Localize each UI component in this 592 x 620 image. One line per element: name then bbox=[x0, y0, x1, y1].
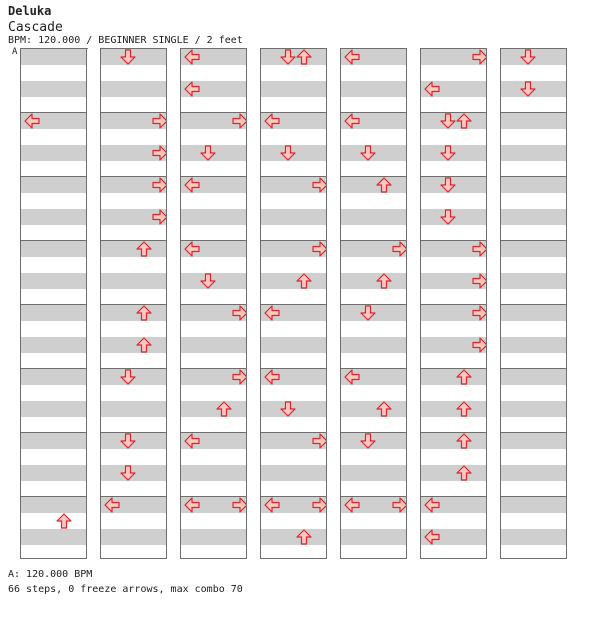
left-arrow-icon bbox=[264, 113, 280, 129]
chart-info: BPM: 120.000 / BEGINNER SINGLE / 2 feet bbox=[8, 35, 243, 46]
up-arrow-icon bbox=[216, 401, 232, 417]
up-arrow-icon bbox=[296, 529, 312, 545]
beat-stripe bbox=[341, 529, 406, 545]
beat-stripe bbox=[341, 401, 406, 417]
left-arrow-icon bbox=[184, 81, 200, 97]
chart-column bbox=[260, 48, 327, 559]
down-arrow-icon bbox=[360, 433, 376, 449]
left-arrow-icon bbox=[344, 497, 360, 513]
beat-stripe bbox=[21, 145, 86, 161]
beat-stripe bbox=[21, 305, 86, 321]
beat-stripe bbox=[101, 401, 166, 417]
beat-stripe bbox=[21, 369, 86, 385]
measure-line bbox=[101, 240, 166, 241]
right-arrow-icon bbox=[152, 209, 167, 225]
left-arrow-icon bbox=[344, 113, 360, 129]
up-arrow-icon bbox=[136, 241, 152, 257]
beat-stripe bbox=[261, 337, 326, 353]
left-arrow-icon bbox=[184, 177, 200, 193]
beat-stripe bbox=[181, 465, 246, 481]
down-arrow-icon bbox=[360, 145, 376, 161]
up-arrow-icon bbox=[456, 401, 472, 417]
right-arrow-icon bbox=[232, 369, 247, 385]
beat-stripe bbox=[501, 177, 566, 193]
down-arrow-icon bbox=[120, 433, 136, 449]
chart-stats: 66 steps, 0 freeze arrows, max combo 70 bbox=[8, 584, 243, 595]
beat-stripe bbox=[421, 401, 486, 417]
beat-stripe bbox=[421, 433, 486, 449]
down-arrow-icon bbox=[440, 113, 456, 129]
chart-column bbox=[180, 48, 247, 559]
beat-stripe bbox=[501, 305, 566, 321]
beat-stripe bbox=[21, 209, 86, 225]
beat-stripe bbox=[261, 465, 326, 481]
beat-stripe bbox=[181, 401, 246, 417]
beat-stripe bbox=[21, 401, 86, 417]
down-arrow-icon bbox=[280, 401, 296, 417]
measure-line bbox=[21, 368, 86, 369]
measure-line bbox=[501, 304, 566, 305]
chart-column bbox=[340, 48, 407, 559]
beat-stripe bbox=[261, 81, 326, 97]
chart-column bbox=[500, 48, 567, 559]
beat-stripe bbox=[421, 369, 486, 385]
measure-line bbox=[421, 368, 486, 369]
left-arrow-icon bbox=[184, 49, 200, 65]
beat-stripe bbox=[261, 209, 326, 225]
beat-stripe bbox=[101, 529, 166, 545]
bpm-marker-label: A bbox=[12, 47, 18, 57]
down-arrow-icon bbox=[280, 145, 296, 161]
down-arrow-icon bbox=[120, 369, 136, 385]
beat-stripe bbox=[341, 177, 406, 193]
right-arrow-icon bbox=[152, 113, 167, 129]
beat-stripe bbox=[21, 273, 86, 289]
left-arrow-icon bbox=[344, 369, 360, 385]
up-arrow-icon bbox=[376, 401, 392, 417]
beat-stripe bbox=[501, 113, 566, 129]
down-arrow-icon bbox=[120, 49, 136, 65]
right-arrow-icon bbox=[472, 49, 487, 65]
chart-column bbox=[100, 48, 167, 559]
beat-stripe bbox=[501, 241, 566, 257]
left-arrow-icon bbox=[184, 241, 200, 257]
left-arrow-icon bbox=[424, 529, 440, 545]
right-arrow-icon bbox=[392, 241, 407, 257]
beat-stripe bbox=[101, 337, 166, 353]
up-arrow-icon bbox=[56, 513, 72, 529]
down-arrow-icon bbox=[520, 81, 536, 97]
measure-line bbox=[421, 432, 486, 433]
up-arrow-icon bbox=[296, 49, 312, 65]
beat-stripe bbox=[261, 529, 326, 545]
beat-stripe bbox=[21, 497, 86, 513]
beat-stripe bbox=[501, 401, 566, 417]
up-arrow-icon bbox=[456, 433, 472, 449]
up-arrow-icon bbox=[136, 337, 152, 353]
left-arrow-icon bbox=[264, 305, 280, 321]
bpm-legend: A: 120.000 BPM bbox=[8, 569, 93, 580]
right-arrow-icon bbox=[472, 337, 487, 353]
left-arrow-icon bbox=[424, 81, 440, 97]
beat-stripe bbox=[341, 337, 406, 353]
right-arrow-icon bbox=[312, 241, 327, 257]
chart-column bbox=[420, 48, 487, 559]
beat-stripe bbox=[21, 81, 86, 97]
beat-stripe bbox=[21, 241, 86, 257]
right-arrow-icon bbox=[392, 497, 407, 513]
left-arrow-icon bbox=[264, 497, 280, 513]
beat-stripe bbox=[341, 81, 406, 97]
beat-stripe bbox=[501, 337, 566, 353]
right-arrow-icon bbox=[312, 177, 327, 193]
left-arrow-icon bbox=[24, 113, 40, 129]
beat-stripe bbox=[21, 465, 86, 481]
measure-line bbox=[501, 176, 566, 177]
chart-column bbox=[20, 48, 87, 559]
beat-stripe bbox=[21, 337, 86, 353]
left-arrow-icon bbox=[184, 433, 200, 449]
left-arrow-icon bbox=[184, 497, 200, 513]
measure-line bbox=[21, 176, 86, 177]
measure-line bbox=[501, 112, 566, 113]
down-arrow-icon bbox=[440, 177, 456, 193]
up-arrow-icon bbox=[376, 273, 392, 289]
beat-stripe bbox=[101, 241, 166, 257]
up-arrow-icon bbox=[136, 305, 152, 321]
right-arrow-icon bbox=[472, 241, 487, 257]
up-arrow-icon bbox=[296, 273, 312, 289]
beat-stripe bbox=[21, 529, 86, 545]
beat-stripe bbox=[261, 273, 326, 289]
measure-line bbox=[21, 432, 86, 433]
beat-stripe bbox=[181, 337, 246, 353]
down-arrow-icon bbox=[200, 273, 216, 289]
beat-stripe bbox=[21, 433, 86, 449]
measure-line bbox=[21, 304, 86, 305]
right-arrow-icon bbox=[152, 177, 167, 193]
right-arrow-icon bbox=[472, 273, 487, 289]
beat-stripe bbox=[501, 209, 566, 225]
down-arrow-icon bbox=[440, 209, 456, 225]
up-arrow-icon bbox=[456, 113, 472, 129]
measure-line bbox=[501, 368, 566, 369]
right-arrow-icon bbox=[232, 113, 247, 129]
beat-stripe bbox=[341, 209, 406, 225]
down-arrow-icon bbox=[520, 49, 536, 65]
down-arrow-icon bbox=[280, 49, 296, 65]
right-arrow-icon bbox=[232, 497, 247, 513]
song-title: Cascade bbox=[8, 20, 63, 35]
beat-stripe bbox=[501, 369, 566, 385]
right-arrow-icon bbox=[232, 305, 247, 321]
down-arrow-icon bbox=[360, 305, 376, 321]
beat-stripe bbox=[101, 305, 166, 321]
beat-stripe bbox=[101, 81, 166, 97]
measure-line bbox=[341, 176, 406, 177]
left-arrow-icon bbox=[344, 49, 360, 65]
beat-stripe bbox=[501, 433, 566, 449]
left-arrow-icon bbox=[424, 497, 440, 513]
beat-stripe bbox=[421, 465, 486, 481]
artist-name: Deluka bbox=[8, 4, 52, 18]
right-arrow-icon bbox=[312, 497, 327, 513]
beat-stripe bbox=[501, 465, 566, 481]
beat-stripe bbox=[21, 49, 86, 65]
beat-stripe bbox=[501, 273, 566, 289]
left-arrow-icon bbox=[264, 369, 280, 385]
up-arrow-icon bbox=[456, 369, 472, 385]
beat-stripe bbox=[181, 529, 246, 545]
up-arrow-icon bbox=[376, 177, 392, 193]
beat-stripe bbox=[341, 465, 406, 481]
measure-line bbox=[501, 496, 566, 497]
right-arrow-icon bbox=[472, 305, 487, 321]
measure-line bbox=[501, 240, 566, 241]
right-arrow-icon bbox=[152, 145, 167, 161]
measure-line bbox=[21, 496, 86, 497]
up-arrow-icon bbox=[456, 465, 472, 481]
beat-stripe bbox=[341, 273, 406, 289]
beat-stripe bbox=[501, 529, 566, 545]
beat-stripe bbox=[101, 273, 166, 289]
beat-stripe bbox=[501, 497, 566, 513]
beat-stripe bbox=[181, 209, 246, 225]
measure-line bbox=[501, 432, 566, 433]
measure-line bbox=[21, 240, 86, 241]
beat-stripe bbox=[21, 177, 86, 193]
down-arrow-icon bbox=[200, 145, 216, 161]
right-arrow-icon bbox=[312, 433, 327, 449]
down-arrow-icon bbox=[120, 465, 136, 481]
left-arrow-icon bbox=[104, 497, 120, 513]
measure-line bbox=[101, 304, 166, 305]
beat-stripe bbox=[501, 145, 566, 161]
down-arrow-icon bbox=[440, 145, 456, 161]
